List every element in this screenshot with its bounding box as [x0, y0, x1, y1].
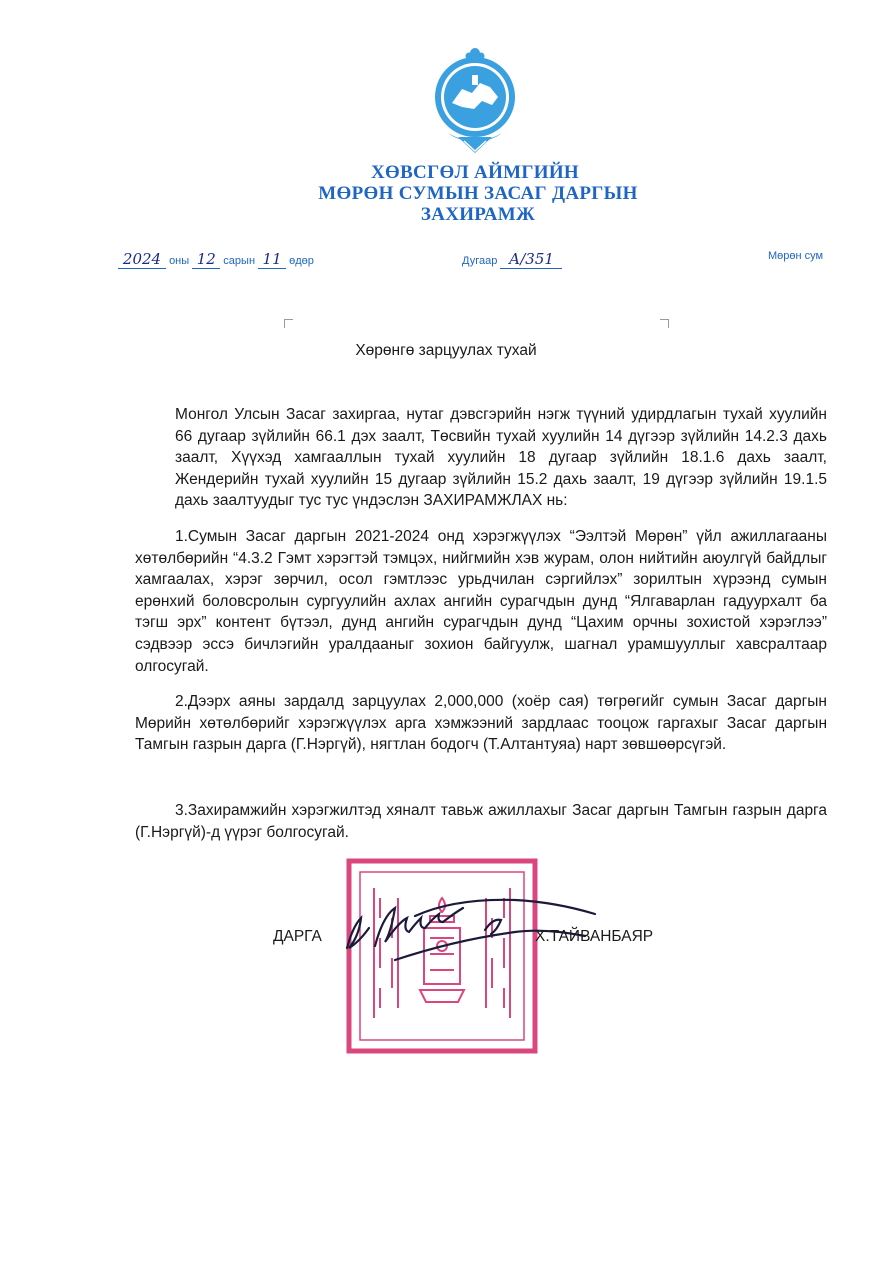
- header-doc-type: ЗАХИРАМЖ: [420, 204, 536, 225]
- number-label: Дугаар: [462, 255, 498, 267]
- corner-mark-left: [284, 319, 293, 328]
- number-line: [462, 250, 562, 269]
- state-emblem-icon: [428, 45, 522, 155]
- body-item-2: 2.Дээрх аяны зардалд зарцуулах 2,000,000 (хоёр сая) төгрөгийг сумын Засаг даргын Мөрийн хөтөлбөрийг хэрэгжүүлэх арга хэмжээний зардлаас тооцож гаргахыг Засаг даргын Тамгын газрын дарга (Г.Нэргүй), нягтлан бодогч (Т.Алтантуяа) нарт зөвшөөрсүгэй.: [135, 693, 827, 754]
- body-item-3: 3.Захирамжийн хэрэгжилтэд хяналт тавьж ажиллахыг Засаг даргын Тамгын газрын дарга (Г.Нэргүй)-д үүрэг болгосугай.: [135, 802, 827, 841]
- body-intro: Монгол Улсын Засаг захиргаа, нутаг дэвсгэрийн нэгж түүний удирдлагын тухай хуулийн 66 дугаар зүйлийн 66.1 дэх заалт, Төсвийн тухай хуулийн 14 дүгээр зүйлийн 14.2.3 дахь заалт, Хүүхэд хамгааллын тухай хуулийн 18 дугаар зүйлийн 18.1.6 дахь заалт, Жендерийн тухай хуулийн 15 дугаар зүйлийн 15.2 дахь заалт, 19 дүгээр зүйлийн 19.1.5 дахь заалтуудыг тус тус үндэслэн ЗАХИРАМЖЛАХ нь:: [175, 406, 827, 510]
- signer-title: ДАРГА: [273, 928, 322, 945]
- corner-mark-right: [660, 319, 669, 328]
- header-aimag: ХӨВСГӨЛ АЙМГИЙН: [370, 162, 580, 183]
- date-day: 11: [258, 250, 286, 269]
- place: Мөрөн сум: [768, 250, 824, 262]
- date-day-suffix: өдөр: [289, 255, 314, 267]
- date-year: 2024: [118, 250, 166, 269]
- date-year-suffix: оны: [169, 255, 190, 267]
- document-subject: Хөрөнгө зарцуулах тухай: [355, 342, 537, 359]
- body-item-1: 1.Сумын Засаг даргын 2021-2024 онд хэрэгжүүлэх “Ээлтэй Мөрөн” үйл ажиллагааны хөтөлбөрийн “4.3.2 Гэмт хэрэгтэй тэмцэх, нийгмийн хэв журам, олон нийтийн аюулгүй байдлыг хамгаалах, хэрэг зөрчил, осол гэмтлээс урьдчилан сэргийлэх” зорилтын хүрээнд сумын ерөнхий боловсролын сургуулийн ахлах ангийн сурагчдын дунд “Ялгаварлан гадуурхалт ба тэгш эрх” контент бүтээл, дунд ангийн сурагчдын дунд “Цахим орчны зохистой хэрэглээ” сэдвээр эссэ бичлэгийн уралдааныг зохион байгуулж, шагнал урамшууллыг хавсралтаар олгосугай.: [135, 528, 827, 675]
- date-month: 12: [192, 250, 220, 269]
- header-office: МӨРӨН СУМЫН ЗАСАГ ДАРГЫН: [318, 183, 638, 204]
- date-line: [118, 250, 314, 269]
- signer-name: Х.ТАЙВАНБАЯР: [535, 928, 654, 945]
- document-number: А/351: [500, 250, 562, 269]
- date-month-suffix: сарын: [223, 255, 256, 267]
